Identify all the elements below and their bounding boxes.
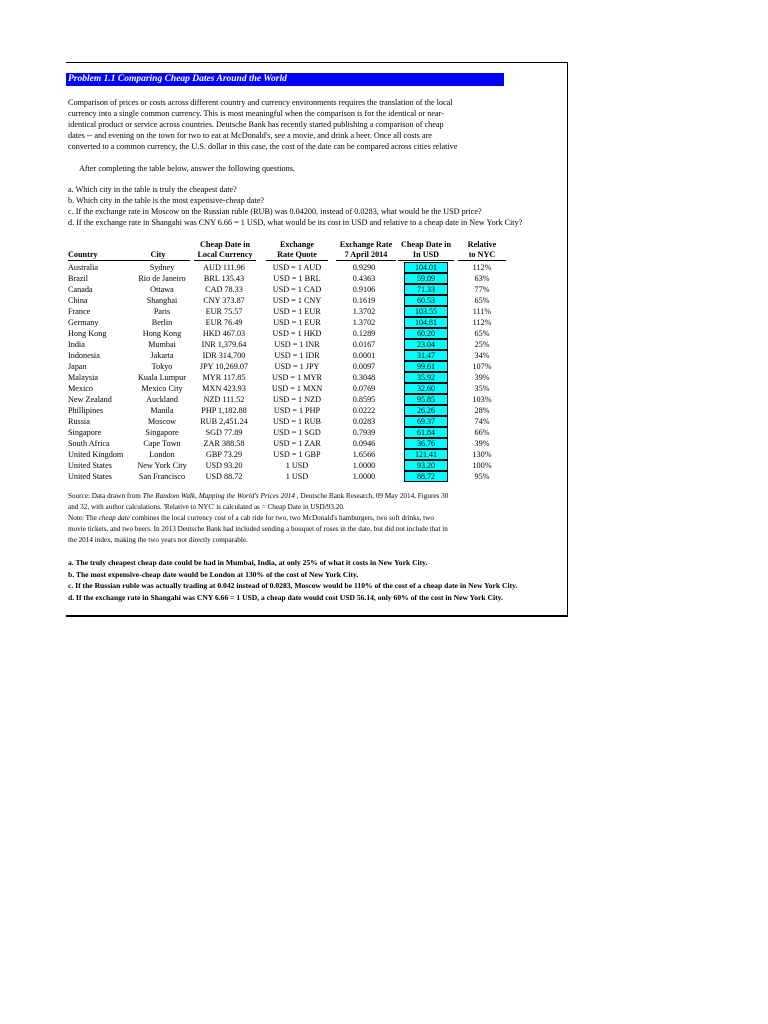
table-row [66,471,508,482]
cell-country: Brazil [68,274,89,283]
cell-relative: 65% [474,296,490,305]
cell-exchange-rate: 0.9290 [352,263,376,272]
question-item: a. Which city in the table is truly the cheapest date? [68,185,237,194]
cell-usd: 104.01 [404,262,448,273]
cell-city: Berlin [151,318,173,327]
cell-exchange-rate: 0.0097 [352,362,376,371]
cell-relative: 35% [474,384,490,393]
cell-relative: 65% [474,329,490,338]
cell-relative: 130% [472,450,492,459]
cell-rate-quote: USD = 1 PHP [273,406,321,415]
cell-usd: 31.47 [404,350,448,361]
intro-line: converted to a common currency, the U.S. dollar in this case, the cost of the date can be compared across cities relative [68,142,458,151]
cell-country: Indonesia [68,351,100,360]
cell-relative: 63% [474,274,490,283]
table-row [66,383,508,394]
cell-country: Russia [68,417,90,426]
table-row [66,273,508,284]
cell-local-currency: NZD 111.52 [203,395,245,404]
table-row [66,317,508,328]
cell-country: France [68,307,91,316]
cell-usd: 121.41 [404,449,448,460]
cell-usd: 32.60 [404,383,448,394]
cell-relative: 39% [474,373,490,382]
cell-exchange-rate: 0.1619 [352,296,376,305]
cell-city: Hong Kong [142,329,182,338]
cell-local-currency: JPY 10,269.07 [199,362,249,371]
cell-relative: 112% [472,318,492,327]
cell-rate-quote: USD = 1 SGD [273,428,321,437]
cell-rate-quote: USD = 1 RUB [272,417,322,426]
cell-rate-quote: USD = 1 BRL [273,274,321,283]
cell-rate-quote: USD = 1 GBP [273,450,321,459]
cell-exchange-rate: 1.6566 [352,450,376,459]
cell-relative: 112% [472,263,492,272]
cell-local-currency: CNY 373.87 [203,296,245,305]
intro-line: currency into a single common currency. This is most meaningful when the comparison is for the identical or near- [68,109,444,118]
cell-rate-quote: USD = 1 AUD [272,263,322,272]
cell-usd: 103.55 [404,306,448,317]
cell-rate-quote: USD = 1 MYR [272,373,322,382]
cell-local-currency: SGD 77.89 [205,428,243,437]
data-table [66,262,508,482]
cell-local-currency: RUB 2,451.24 [200,417,248,426]
cell-local-currency: MYR 117.85 [202,373,246,382]
cell-rate-quote: USD = 1 JPY [274,362,320,371]
table-row [66,262,508,273]
cell-exchange-rate: 0.8595 [352,395,376,404]
answer-item: d. If the exchange rate in Shangahi was CNY 6.66 = 1 USD, a cheap date would cost USD 56.14, only 60% of the cost in New York City. [68,592,503,602]
source-line: and 32, with author calculations. 'Relative to NYC' is calculated as = Cheap Date in USD/93.20. [68,503,345,511]
cell-city: Mumbai [148,340,176,349]
cell-country: New Zealand [68,395,112,404]
cell-rate-quote: USD = 1 EUR [273,307,321,316]
instruction-text: After completing the table below, answer the following questions. [79,164,295,173]
cell-city: Paris [153,307,171,316]
cell-local-currency: HKD 467.03 [202,329,246,338]
cell-usd: 69.37 [404,416,448,427]
cell-local-currency: EUR 75.57 [205,307,243,316]
table-row [66,350,508,361]
cell-rate-quote: USD = 1 IDR [274,351,320,360]
table-row [66,394,508,405]
cell-usd: 35.92 [404,372,448,383]
cell-country: China [68,296,88,305]
table-row [66,405,508,416]
cell-usd: 26.26 [404,405,448,416]
intro-line: identical product or service across countries. Deutsche Bank has recently started publishing a comparison of cheap [68,120,444,129]
cell-relative: 28% [474,406,490,415]
note-line: movie tickets, and two beers. In 2013 Deutsche Bank had included sending a bouquet of roses in the date, but did not include that in [68,525,448,533]
answer-item: a. The truly cheapest cheap date could be had in Mumbai, India, at only 25% of what it costs in New York City. [68,558,428,567]
cell-usd: 93.20 [404,460,448,471]
cell-rate-quote: USD = 1 MXN [271,384,323,393]
cell-city: Shanghai [146,296,178,305]
cell-city: London [149,450,175,459]
cell-country: Canada [68,285,93,294]
cell-usd: 59.09 [404,273,448,284]
intro-line: Comparison of prices or costs across different country and currency environments requires the translation of the local [68,98,453,107]
cell-relative: 66% [474,428,490,437]
cell-local-currency: PHP 1,182.88 [201,406,247,415]
cell-relative: 100% [472,461,492,470]
cell-rate-quote: USD = 1 CNY [272,296,322,305]
answers-block [68,557,517,603]
cell-rate-quote: USD = 1 EUR [273,318,321,327]
question-item: d. If the exchange rate in Shangahi was CNY 6.66 = 1 USD, what would be its cost in USD and relative to a cheap date in New York City? [68,218,523,227]
cell-country: Singapore [68,428,102,437]
header-local-currency: Cheap Date in Local Currency [194,240,256,261]
cell-rate-quote: USD = 1 ZAR [273,439,321,448]
table-row [66,372,508,383]
cell-rate-quote: 1 USD [285,472,309,481]
cell-country: Phillipines [68,406,104,415]
cell-usd: 99.61 [404,361,448,372]
answer-item: b. The most expensive-cheap date would be London at 130% of the cost of New York City. [68,569,359,579]
cell-exchange-rate: 0.0946 [352,439,376,448]
cell-country: United States [68,461,112,470]
table-row [66,438,508,449]
cell-exchange-rate: 0.1289 [352,329,376,338]
cell-relative: 95% [474,472,490,481]
cell-city: Auckland [146,395,178,404]
questions-list [68,184,522,228]
cell-country: United Kingdom [68,450,124,459]
cell-usd: 71.33 [404,284,448,295]
cell-rate-quote: USD = 1 HKD [272,329,322,338]
header-city: City [126,250,190,261]
cell-city: Manila [150,406,174,415]
cell-local-currency: EUR 76.49 [205,318,243,327]
cell-city: Kuala Lumpur [138,373,186,382]
cell-country: Australia [68,263,99,272]
cell-country: India [68,340,85,349]
cell-city: Singapore [145,428,179,437]
cell-relative: 111% [472,307,492,316]
cell-rate-quote: 1 USD [285,461,309,470]
cell-local-currency: GBP 73.29 [205,450,243,459]
cell-country: United States [68,472,112,481]
question-item: c. If the exchange rate in Moscow on the Russian ruble (RUB) was 0.04200, instead of 0.0283, what would be the USD price? [68,207,482,216]
problem-title: Problem 1.1 Comparing Cheap Dates Around the World [66,73,504,86]
cell-relative: 25% [474,340,490,349]
cell-exchange-rate: 1.0000 [352,472,376,481]
note-line: Note: The cheap date combines the local currency cost of a cab ride for two, two McDonald's hamburgers, two soft drinks, two [68,514,434,522]
cell-local-currency: CAD 78.33 [205,285,243,294]
intro-line: dates -- and evening on the town for two to eat at McDonald's, see a movie, and drink a beer. Once all costs are [68,131,432,140]
cell-exchange-rate: 0.9106 [352,285,376,294]
cell-city: Mexico City [141,384,183,393]
cell-exchange-rate: 0.7939 [352,428,376,437]
cell-exchange-rate: 1.3702 [352,318,376,327]
cell-relative: 107% [472,362,492,371]
cell-city: New York City [137,461,187,470]
table-row [66,295,508,306]
cell-usd: 60.53 [404,295,448,306]
cell-city: San Francisco [138,472,186,481]
cell-country: Hong Kong [68,329,107,338]
cell-local-currency: BRL 135.43 [203,274,245,283]
cell-usd: 61.84 [404,427,448,438]
cell-rate-quote: USD = 1 CAD [272,285,322,294]
cell-local-currency: INR 1,379.64 [201,340,247,349]
cell-usd: 95.85 [404,394,448,405]
cell-relative: 39% [474,439,490,448]
table-row [66,306,508,317]
cell-usd: 104.81 [404,317,448,328]
table-row [66,449,508,460]
cell-country: South Africa [68,439,110,448]
cell-relative: 74% [474,417,490,426]
cell-local-currency: AUD 111.96 [203,263,245,272]
table-row [66,339,508,350]
source-note [68,491,448,546]
intro-paragraph [68,97,457,152]
cell-usd: 23.04 [404,339,448,350]
cell-country: Malaysia [68,373,99,382]
cell-city: Rio de Janeiro [138,274,186,283]
cell-local-currency: MXN 423.93 [202,384,246,393]
header-usd: Cheap Date in In USD [398,240,454,261]
question-item: b. Which city in the table is the most expensive-cheap date? [68,196,265,205]
cell-country: Mexico [68,384,94,393]
cell-rate-quote: USD = 1 NZD [272,395,322,404]
cell-city: Sydney [149,263,175,272]
cell-exchange-rate: 0.4363 [352,274,376,283]
table-row [66,284,508,295]
cell-usd: 36.76 [404,438,448,449]
table-row [66,328,508,339]
cell-usd: 88.72 [404,471,448,482]
source-line: Source: Data drawn from The Random Walk, Mapping the World's Prices 2014 , Deutsche Bank Research, 09 May 2014, Figures 30 [68,492,449,500]
header-country: Country [68,250,128,261]
table-row [66,460,508,471]
cell-city: Tokyo [151,362,173,371]
cell-country: Japan [68,362,87,371]
cell-city: Cape Town [143,439,181,448]
answer-item: c. If the Russian ruble was actually trading at 0.042 instead of 0.0283, Moscow would be 110% of the cost of a cheap date in New York City. [68,581,518,590]
cell-relative: 103% [472,395,492,404]
cell-relative: 77% [474,285,490,294]
cell-relative: 34% [474,351,490,360]
note-line: the 2014 index, making the two years not directly comparable. [68,536,248,544]
cell-country: Germany [68,318,99,327]
table-row [66,416,508,427]
cell-local-currency: ZAR 388.58 [203,439,245,448]
header-exchange-rate: Exchange Rate 7 April 2014 [336,240,396,261]
cell-exchange-rate: 0.0167 [352,340,376,349]
cell-exchange-rate: 1.3702 [352,307,376,316]
cell-local-currency: USD 93.20 [205,461,243,470]
cell-local-currency: IDR 314,700 [202,351,246,360]
cell-exchange-rate: 0.0222 [352,406,376,415]
cell-exchange-rate: 0.0769 [352,384,376,393]
header-rate-quote: Exchange Rate Quote [266,240,328,261]
header-relative: Relative to NYC [458,240,506,261]
cell-exchange-rate: 0.0283 [352,417,376,426]
cell-exchange-rate: 0.0001 [352,351,376,360]
table-row [66,361,508,372]
cell-rate-quote: USD = 1 INR [274,340,320,349]
cell-city: Jakarta [150,351,174,360]
cell-local-currency: USD 88.72 [205,472,243,481]
cell-exchange-rate: 0.3048 [352,373,376,382]
cell-city: Ottawa [150,285,174,294]
cell-city: Moscow [147,417,177,426]
table-row [66,427,508,438]
cell-exchange-rate: 1.0000 [352,461,376,470]
cell-usd: 60.20 [404,328,448,339]
